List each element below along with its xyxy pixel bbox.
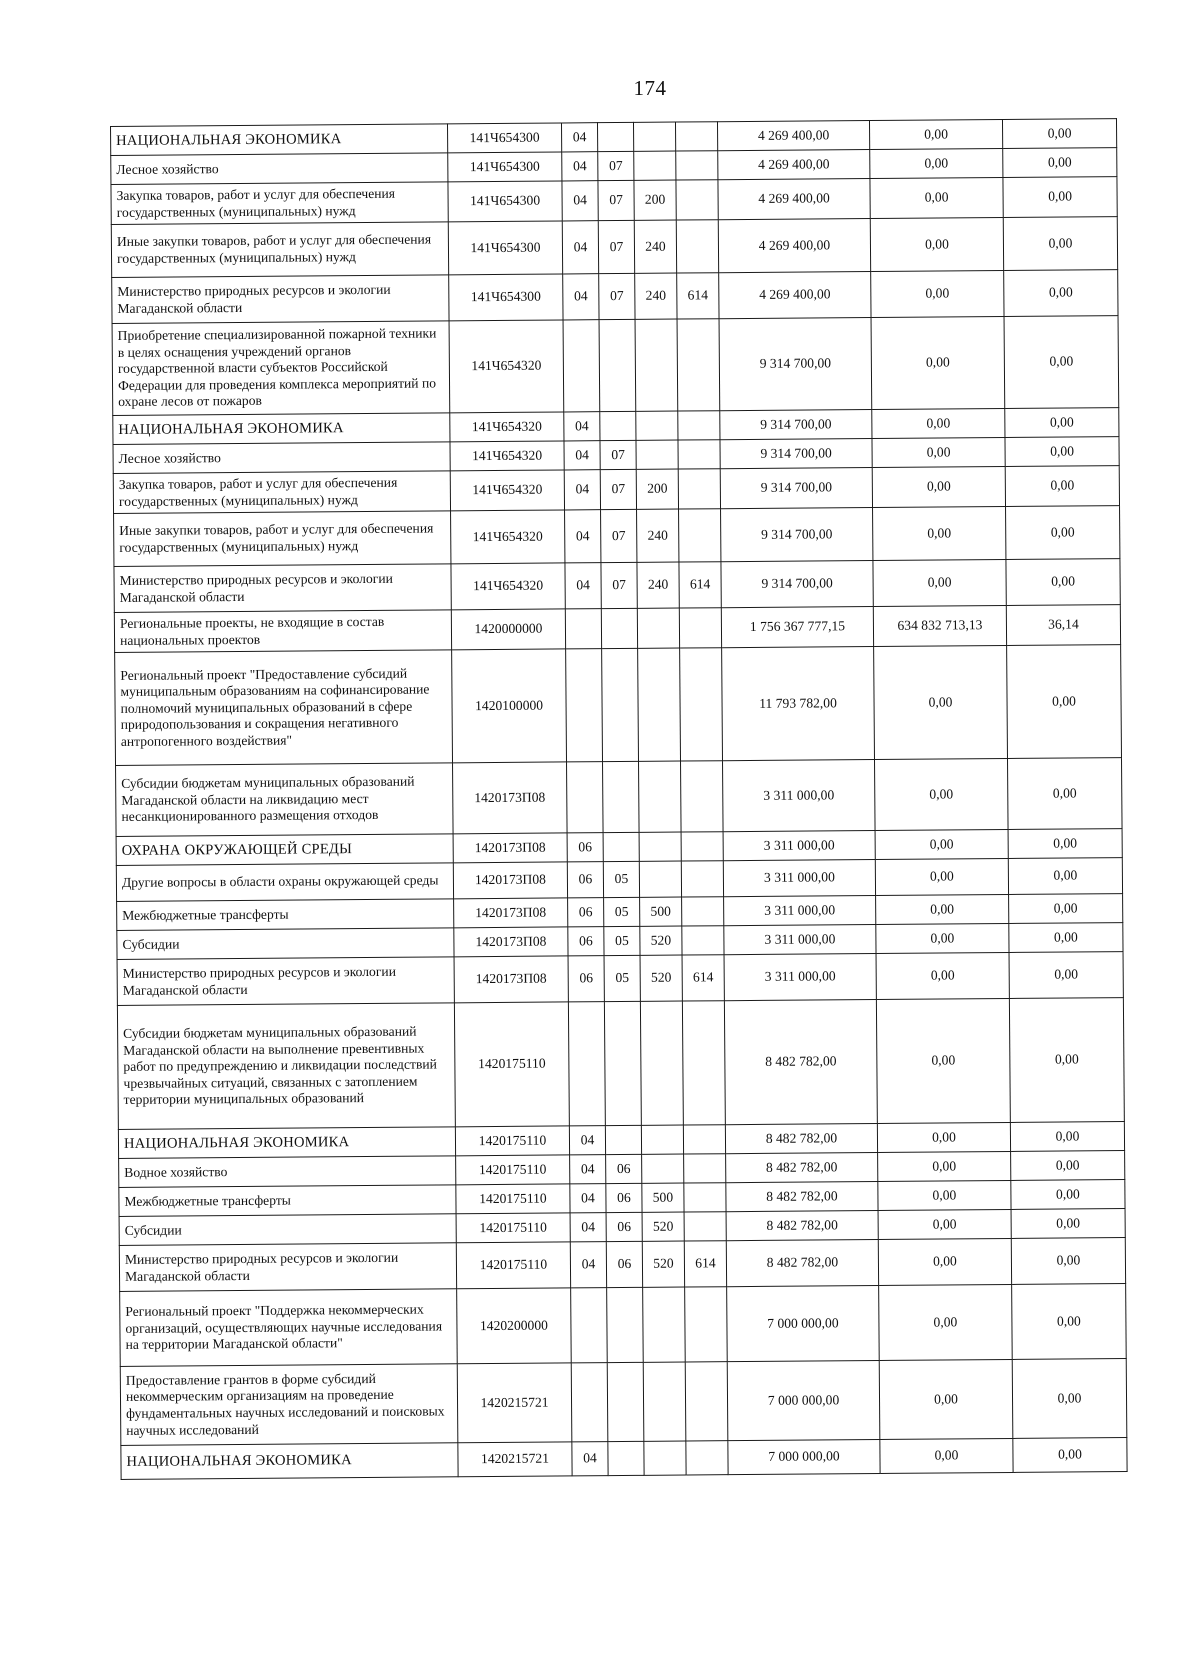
row-department-code-cell [684,1183,726,1212]
row-section-code-cell [571,1288,608,1363]
row-name-cell: Другие вопросы в области охраны окружающей среды [116,863,453,902]
row-section-code-cell [568,1002,605,1126]
row-expense-type-cell [639,761,682,832]
row-percent-cell: 0,00 [1012,1284,1127,1360]
row-expense-type-cell [643,1362,686,1441]
page-number: 174 [633,76,667,100]
row-expense-type-cell [639,832,681,861]
row-actual-amount-cell: 0,00 [871,316,1005,409]
row-actual-amount-cell: 0,00 [873,559,1006,606]
row-section-code-cell: 04 [564,412,600,441]
row-planned-amount-cell: 8 482 782,00 [726,1240,878,1287]
row-percent-cell: 0,00 [1003,217,1117,271]
row-planned-amount-cell: 4 269 400,00 [719,272,871,319]
row-subsection-code-cell [607,1287,644,1362]
row-section-code-cell: 04 [572,1442,608,1476]
row-code-cell: 1420175110 [456,1213,570,1243]
row-section-code-cell: 04 [569,1126,605,1155]
row-name-cell: НАЦИОНАЛЬНАЯ ЭКОНОМИКА [113,413,450,445]
table-row [120,1359,1127,1446]
row-percent-cell: 0,00 [1007,758,1122,830]
row-expense-type-cell: 240 [637,509,679,562]
table-row [114,559,1120,613]
row-section-code-cell: 06 [568,927,604,956]
row-percent-cell: 0,00 [1013,1438,1127,1473]
row-section-code-cell: 04 [570,1213,606,1242]
row-name-cell: Закупка товаров, работ и услуг для обеспечения государственных (муниципальных) нужд [113,471,450,514]
row-expense-type-cell [641,1125,683,1154]
row-code-cell: 1420215721 [457,1363,572,1443]
row-expense-type-cell [640,1001,683,1125]
row-percent-cell: 0,00 [1004,270,1118,317]
row-department-code-cell: 614 [684,1241,726,1287]
row-department-code-cell [678,440,720,469]
row-department-code-cell [675,122,717,151]
row-code-cell: 141Ч654320 [450,441,564,471]
row-code-cell: 1420175110 [456,1242,570,1289]
budget-sheet [110,118,1127,1480]
row-percent-cell: 0,00 [1003,148,1117,178]
row-department-code-cell [685,1362,728,1441]
table-row [111,217,1117,278]
row-actual-amount-cell: 0,00 [879,1284,1013,1360]
row-code-cell: 1420175110 [455,1126,569,1156]
row-actual-amount-cell: 0,00 [876,894,1009,924]
row-subsection-code-cell [603,761,640,832]
row-subsection-code-cell: 07 [601,562,637,608]
table-row [117,998,1124,1130]
row-planned-amount-cell: 7 000 000,00 [727,1285,880,1361]
row-expense-type-cell: 520 [642,1241,684,1287]
row-section-code-cell [566,649,603,762]
row-planned-amount-cell: 4 269 400,00 [718,179,870,220]
row-subsection-code-cell: 07 [598,180,634,220]
row-code-cell: 1420173П08 [454,956,568,1003]
row-code-cell: 141Ч654320 [449,320,564,413]
row-subsection-code-cell: 06 [606,1183,642,1212]
row-expense-type-cell: 520 [642,1212,684,1241]
row-name-cell: НАЦИОНАЛЬНАЯ ЭКОНОМИКА [118,1127,455,1159]
row-planned-amount-cell: 4 269 400,00 [718,150,870,180]
row-subsection-code-cell: 07 [600,440,636,469]
row-section-code-cell: 04 [570,1184,606,1213]
row-name-cell: Межбюджетные трансферты [117,899,454,931]
row-expense-type-cell: 200 [636,469,678,509]
row-section-code-cell: 04 [562,152,598,181]
row-department-code-cell [683,1125,725,1154]
row-subsection-code-cell [603,832,639,861]
row-actual-amount-cell: 0,00 [876,952,1009,999]
table-row [116,758,1123,837]
row-section-code-cell: 04 [565,563,601,609]
row-subsection-code-cell [599,319,636,411]
row-expense-type-cell [636,411,678,440]
row-section-code-cell: 04 [562,221,598,274]
row-planned-amount-cell: 3 311 000,00 [723,760,876,832]
row-code-cell: 1420100000 [452,649,567,763]
row-name-cell: ОХРАНА ОКРУЖАЮЩЕЙ СРЕДЫ [116,834,453,866]
row-section-code-cell: 04 [562,181,598,221]
row-department-code-cell [682,897,724,926]
row-actual-amount-cell: 0,00 [877,1122,1010,1152]
row-percent-cell: 0,00 [1009,952,1123,999]
row-name-cell: Министерство природных ресурсов и экологии Магаданской области [114,564,451,613]
row-department-code-cell [678,411,720,440]
row-name-cell: Региональный проект "Поддержка некоммерческих организаций, осуществляющих научные исследования на территории Магаданской области" [120,1289,458,1367]
row-actual-amount-cell: 0,00 [870,217,1003,271]
row-actual-amount-cell: 0,00 [871,270,1004,317]
row-actual-amount-cell: 0,00 [874,645,1008,759]
row-planned-amount-cell: 8 482 782,00 [725,1124,877,1154]
row-subsection-code-cell: 05 [604,897,640,926]
row-percent-cell: 0,00 [1002,119,1116,149]
row-actual-amount-cell: 0,00 [872,437,1005,467]
row-section-code-cell: 04 [570,1155,606,1184]
row-percent-cell: 0,00 [1011,1238,1125,1285]
row-expense-type-cell: 240 [635,273,677,319]
table-row [114,506,1120,567]
row-percent-cell: 0,00 [1005,466,1119,507]
row-actual-amount-cell: 0,00 [872,466,1005,507]
row-planned-amount-cell: 3 311 000,00 [723,860,875,897]
row-department-code-cell [682,926,724,955]
row-department-code-cell: 614 [679,562,721,608]
row-section-code-cell: 06 [567,833,603,862]
row-code-cell: 1420173П08 [454,927,568,957]
row-department-code-cell [676,151,718,180]
row-name-cell: Субсидии [117,928,454,960]
row-section-code-cell [565,609,601,649]
row-percent-cell: 0,00 [1012,1359,1127,1439]
row-code-cell: 141Ч654320 [451,510,565,564]
row-percent-cell: 0,00 [1010,1122,1124,1152]
row-planned-amount-cell: 3 311 000,00 [723,831,875,861]
table-row [121,1438,1127,1480]
row-section-code-cell: 04 [563,274,599,320]
row-name-cell: Министерство природных ресурсов и экологии Магаданской области [112,275,449,324]
row-expense-type-cell: 240 [634,220,676,273]
row-expense-type-cell [637,608,679,648]
row-actual-amount-cell: 0,00 [878,1180,1011,1210]
row-name-cell: НАЦИОНАЛЬНАЯ ЭКОНОМИКА [121,1443,458,1480]
row-planned-amount-cell: 7 000 000,00 [727,1360,880,1440]
row-percent-cell: 0,00 [1007,645,1122,759]
row-actual-amount-cell: 0,00 [876,923,1009,953]
row-expense-type-cell: 200 [634,180,676,220]
row-subsection-code-cell [605,1125,641,1154]
row-expense-type-cell [635,319,678,411]
row-department-code-cell [681,761,724,832]
row-name-cell: Лесное хозяйство [111,153,448,185]
table-row [112,270,1118,324]
row-department-code-cell: 614 [677,273,719,319]
row-section-code-cell: 04 [565,510,601,563]
row-actual-amount-cell: 0,00 [869,119,1002,149]
row-section-code-cell: 06 [567,862,603,898]
row-code-cell: 141Ч654320 [450,412,564,442]
row-percent-cell: 0,00 [1006,506,1120,560]
row-code-cell: 1420173П08 [454,898,568,928]
row-planned-amount-cell: 8 482 782,00 [724,1000,877,1125]
row-name-cell: Межбюджетные трансферты [119,1185,456,1217]
table-row [112,316,1119,416]
row-name-cell: Иные закупки товаров, работ и услуг для обеспечения государственных (муниципальных) нужд [114,511,451,567]
row-actual-amount-cell: 0,00 [875,858,1008,895]
row-section-code-cell: 04 [561,123,597,152]
row-subsection-code-cell [601,608,637,648]
row-actual-amount-cell: 0,00 [870,148,1003,178]
row-section-code-cell [567,762,604,833]
row-planned-amount-cell: 8 482 782,00 [726,1211,878,1241]
row-code-cell: 141Ч654300 [449,274,563,321]
row-code-cell: 141Ч654320 [450,470,564,511]
row-subsection-code-cell [602,648,639,761]
row-expense-type-cell [634,151,676,180]
row-department-code-cell [685,1287,728,1362]
row-planned-amount-cell: 11 793 782,00 [722,647,875,761]
row-name-cell: Министерство природных ресурсов и экологии Магаданской области [119,1243,456,1292]
row-name-cell: Предоставление грантов в форме субсидий некоммерческим организациям на проведение фундаментальных научных исследований и поисковых научных исследований [120,1364,458,1446]
row-name-cell: Субсидии бюджетам муниципальных образований Магаданской области на ликвидацию мест несанкционированного размещения отходов [116,763,454,837]
row-percent-cell: 0,00 [1004,316,1119,409]
row-department-code-cell [679,608,721,648]
row-percent-cell: 0,00 [1011,1209,1125,1239]
row-name-cell: Закупка товаров, работ и услуг для обеспечения государственных (муниципальных) нужд [111,182,448,225]
row-planned-amount-cell: 7 000 000,00 [728,1439,880,1474]
row-planned-amount-cell: 9 314 700,00 [719,318,872,411]
row-code-cell: 1420200000 [457,1288,572,1364]
row-percent-cell: 0,00 [1009,923,1123,953]
row-section-code-cell [571,1363,608,1442]
row-subsection-code-cell: 06 [606,1154,642,1183]
row-code-cell: 1420215721 [458,1442,572,1477]
row-expense-type-cell [636,440,678,469]
row-percent-cell: 0,00 [1003,177,1117,218]
row-department-code-cell [678,469,720,509]
row-percent-cell: 0,00 [1008,858,1122,895]
row-planned-amount-cell: 8 482 782,00 [726,1153,878,1183]
row-expense-type-cell: 520 [640,926,682,955]
row-name-cell: Региональные проекты, не входящие в состав национальных проектов [114,610,451,653]
row-actual-amount-cell: 0,00 [875,829,1008,859]
row-actual-amount-cell: 0,00 [870,177,1003,218]
row-expense-type-cell [638,648,681,761]
row-planned-amount-cell: 3 311 000,00 [724,954,876,1001]
row-actual-amount-cell: 0,00 [876,998,1010,1123]
row-actual-amount-cell: 0,00 [873,506,1006,560]
row-section-code-cell: 06 [568,898,604,927]
row-subsection-code-cell: 07 [598,151,634,180]
row-name-cell: Приобретение специализированной пожарной техники в целях оснащения учреждений органов государственной власти субъектов Российской Федерации для проведения комплекса мероприятий по охране лесов от пожаров [112,321,450,416]
row-actual-amount-cell: 0,00 [880,1438,1013,1473]
row-department-code-cell [679,509,721,562]
row-percent-cell: 0,00 [1009,998,1124,1123]
row-name-cell: Субсидии бюджетам муниципальных образований Магаданской области на выполнение превентивных работ по предупреждению и ликвидации последствий чрезвычайных ситуаций, связанных с затоплением территории муниципальных образований [117,1003,455,1130]
row-percent-cell: 0,00 [1006,559,1120,606]
row-name-cell: Водное хозяйство [119,1156,456,1188]
row-code-cell: 1420175110 [456,1184,570,1214]
table-row [115,645,1122,766]
row-planned-amount-cell: 4 269 400,00 [717,121,869,151]
row-expense-type-cell [642,1154,684,1183]
row-planned-amount-cell: 9 314 700,00 [720,410,872,440]
row-percent-cell: 0,00 [1005,437,1119,467]
row-planned-amount-cell: 9 314 700,00 [721,508,873,562]
row-subsection-code-cell: 07 [601,509,637,562]
row-expense-type-cell: 500 [642,1183,684,1212]
row-department-code-cell [686,1441,728,1475]
row-subsection-code-cell [604,1001,641,1125]
row-expense-type-cell [644,1441,686,1475]
row-actual-amount-cell: 0,00 [878,1209,1011,1239]
row-subsection-code-cell: 05 [604,926,640,955]
row-percent-cell: 0,00 [1005,408,1119,438]
row-subsection-code-cell: 07 [599,273,635,319]
row-department-code-cell [676,180,718,220]
row-code-cell: 141Ч654300 [447,123,561,153]
row-expense-type-cell [639,861,681,897]
row-actual-amount-cell: 634 832 713,13 [873,605,1006,646]
table-row [117,952,1123,1006]
row-subsection-code-cell: 06 [606,1212,642,1241]
row-planned-amount-cell: 9 314 700,00 [721,561,873,608]
row-department-code-cell [677,319,720,411]
row-department-code-cell [676,220,718,273]
row-code-cell: 141Ч654300 [448,221,562,275]
row-department-code-cell [680,648,723,761]
table-row [120,1284,1127,1367]
row-name-cell: Лесное хозяйство [113,442,450,474]
row-name-cell: Министерство природных ресурсов и экологии Магаданской области [117,957,454,1006]
row-subsection-code-cell: 07 [598,220,634,273]
row-code-cell: 1420173П08 [453,762,568,834]
row-planned-amount-cell: 9 314 700,00 [720,439,872,469]
row-section-code-cell [563,320,600,412]
row-planned-amount-cell: 1 756 367 777,15 [721,607,873,648]
row-name-cell: Субсидии [119,1214,456,1246]
row-expense-type-cell: 500 [640,897,682,926]
row-planned-amount-cell: 3 311 000,00 [724,896,876,926]
row-department-code-cell [681,861,723,897]
row-code-cell: 141Ч654300 [448,181,562,222]
row-section-code-cell: 04 [564,470,600,510]
row-expense-type-cell: 240 [637,562,679,608]
row-subsection-code-cell [608,1441,644,1475]
row-subsection-code-cell [607,1362,644,1441]
row-subsection-code-cell [597,122,633,151]
row-planned-amount-cell: 9 314 700,00 [720,468,872,509]
row-name-cell: Иные закупки товаров, работ и услуг для обеспечения государственных (муниципальных) нужд [111,222,448,278]
row-code-cell: 1420175110 [456,1155,570,1185]
row-department-code-cell [684,1154,726,1183]
row-subsection-code-cell: 07 [600,469,636,509]
row-percent-cell: 0,00 [1011,1151,1125,1181]
row-percent-cell: 0,00 [1011,1180,1125,1210]
row-code-cell: 1420000000 [451,609,565,650]
row-actual-amount-cell: 0,00 [878,1238,1011,1285]
row-department-code-cell [682,1001,725,1125]
row-expense-type-cell [633,122,675,151]
table-row [119,1238,1125,1292]
row-section-code-cell: 04 [564,441,600,470]
row-subsection-code-cell: 06 [606,1241,642,1287]
row-subsection-code-cell: 05 [603,861,639,897]
row-planned-amount-cell: 3 311 000,00 [724,925,876,955]
row-percent-cell: 0,00 [1009,894,1123,924]
row-code-cell: 1420173П08 [453,862,567,899]
row-subsection-code-cell [600,411,636,440]
row-code-cell: 141Ч654300 [448,152,562,182]
row-percent-cell: 36,14 [1006,605,1120,646]
row-code-cell: 1420173П08 [453,833,567,863]
row-expense-type-cell [643,1287,686,1362]
row-actual-amount-cell: 0,00 [874,758,1008,830]
row-name-cell: НАЦИОНАЛЬНАЯ ЭКОНОМИКА [111,124,448,156]
row-section-code-cell: 06 [568,956,604,1002]
row-actual-amount-cell: 0,00 [879,1359,1013,1439]
row-code-cell: 1420175110 [454,1002,569,1127]
budget-table [110,118,1128,1480]
row-percent-cell: 0,00 [1008,829,1122,859]
row-code-cell: 141Ч654320 [451,563,565,610]
row-expense-type-cell: 520 [640,955,682,1001]
row-planned-amount-cell: 8 482 782,00 [726,1182,878,1212]
row-actual-amount-cell: 0,00 [872,408,1005,438]
row-section-code-cell: 04 [570,1242,606,1288]
row-department-code-cell: 614 [682,955,724,1001]
row-actual-amount-cell: 0,00 [878,1151,1011,1181]
row-planned-amount-cell: 4 269 400,00 [718,219,870,273]
row-department-code-cell [681,832,723,861]
row-name-cell: Региональный проект "Предоставление субсидий муниципальным образованиям на софинансирование полномочий муниципальных образований в сфере природопользования и сокращения негативного антропогенного воздействия" [115,650,453,766]
row-subsection-code-cell: 05 [604,955,640,1001]
row-department-code-cell [684,1212,726,1241]
